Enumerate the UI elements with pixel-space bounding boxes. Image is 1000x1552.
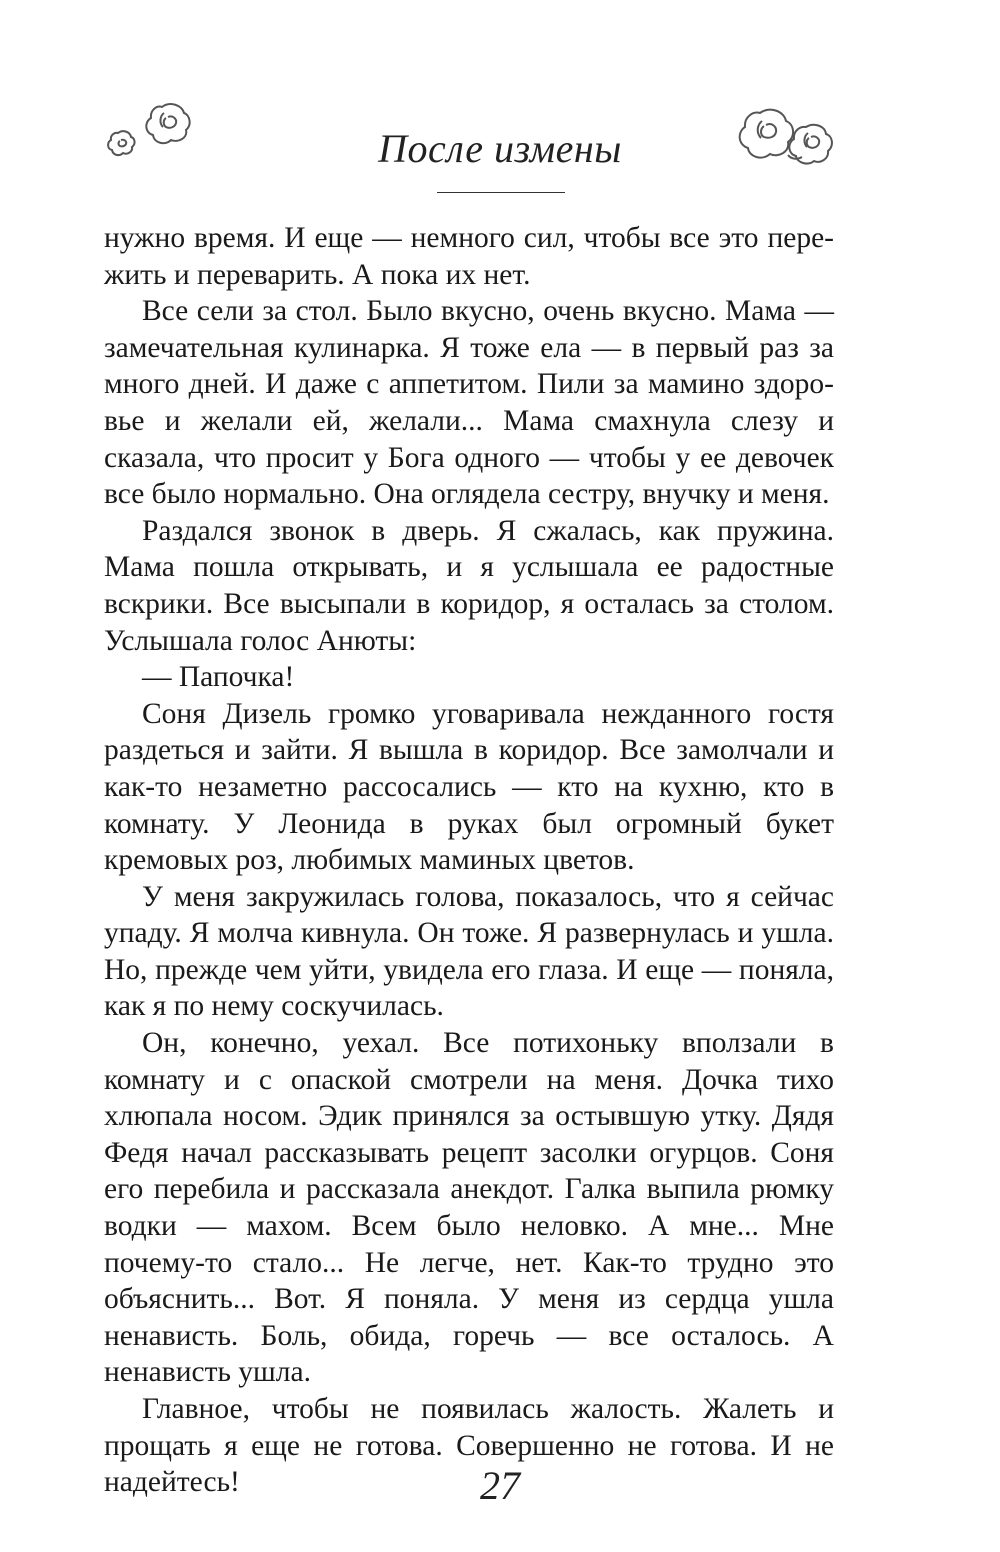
paragraph: Главное, чтобы не появилась жалость. Жалеть и прощать я еще не готова. Совершенно не готова. И не надейтесь! xyxy=(104,1393,834,1499)
paragraph: Все сели за стол. Было вкусно, очень вкусно. Мама — замечательная кулинарка. Я тоже ела — в первый раз за много дней. И даже с аппетитом. Пили за мамино здоровье и желали ей, желали... Мама смахнула слезу и сказала, что просит у Бога одного — чтобы у ее девочек все было нормально. Она оглядела сестру, внучку и меня. xyxy=(104,295,834,511)
page-body-text xyxy=(104,220,834,1501)
header-divider xyxy=(437,192,565,193)
paragraph: Раздался звонок в дверь. Я сжалась, как пружина. Мама пошла открывать, и я услышала ее радостные вскрики. Все высыпали в коридор, я осталась за столом. Услышала голос Анюты: xyxy=(104,514,834,657)
paragraph: Он, конечно, уехал. Все потихоньку вползали в комнату и с опаской смотрели на меня. Дочка тихо хлюпала носом. Эдик принялся за остывшую утку. Дядя Федя начал рассказывать рецепт засолки огурцов. Соня его перебила и рассказала анекдот. Галка выпила рюмку водки — махом. Всем было неловко. А мне... Мне почему-то стало... Не легче, нет. Как-то трудно это объяснить... Вот. Я поняла. У меня из сердца ушла ненависть. Боль, обида, горечь — все осталось. А ненависть ушла. xyxy=(104,1027,834,1389)
paragraph: нужно время. И еще — немного сил, чтобы все это пережить и переварить. А пока их нет. xyxy=(104,222,834,291)
running-title: После измены xyxy=(378,126,622,171)
paragraph: — Папочка! xyxy=(142,661,295,694)
paragraph: Соня Дизель громко уговаривала нежданного гостя раздеться и зайти. Я вышла в коридор. Все замолчали и как-то незаметно рассосались — кто на кухню, кто в комнату. У Леонида в руках был огромный букет кремовых роз, любимых маминых цветов. xyxy=(104,697,834,877)
page-header xyxy=(0,95,1000,205)
paragraph: У меня закружилась голова, показалось, что я сейчас упаду. Я молча кивнула. Он тоже. Я развернулась и ушла. Но, прежде чем уйти, увидела его глаза. И еще — поняла, как я по нему соскучилась. xyxy=(104,880,834,1023)
rose-ornament-icon xyxy=(738,103,838,178)
page-number: 27 xyxy=(480,1463,520,1508)
